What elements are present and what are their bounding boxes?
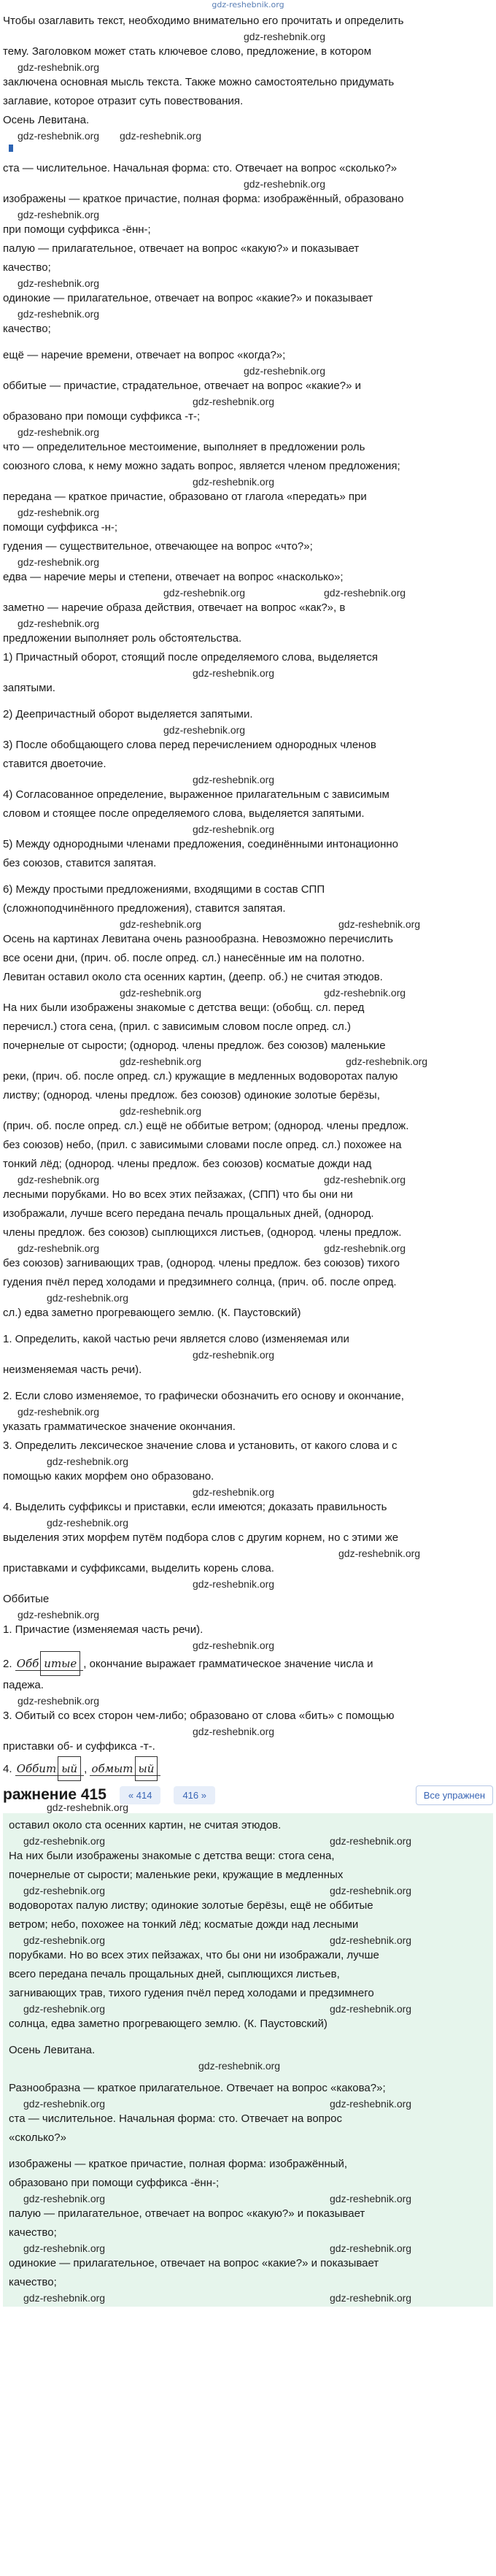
text-line: гудения — существительное, отвечающее на вопрос «что?»;	[3, 540, 313, 553]
text-line: почернелые от сырости; (однород. члены предлож. без союзов) маленькие	[3, 1039, 386, 1052]
text-line: Осень Левитана.	[3, 114, 90, 126]
watermark: gdz-reshebnik.org	[18, 308, 100, 320]
watermark: gdz-reshebnik.org	[193, 396, 275, 407]
text-line: 3) После обобщающего слова перед перечислением однородных членов	[3, 739, 376, 751]
text-line: Чтобы озаглавить текст, необходимо внимательно его прочитать и определить	[3, 15, 404, 27]
text-line: помощи суффикса -н-;	[3, 521, 118, 534]
watermark: gdz-reshebnik.org	[193, 774, 275, 785]
text-line: тонкий лёд; (однород. члены предлож. без союзов) косматые дожди над	[3, 1158, 372, 1170]
text-line: , окончание выражает грамматическое значение числа и	[83, 1658, 373, 1670]
all-exercises-button[interactable]: Все упражнен	[416, 1785, 493, 1805]
watermark: gdz-reshebnik.org	[18, 426, 100, 438]
watermark: gdz-reshebnik.org	[330, 1934, 412, 1946]
text-line: перечисл.) стога сена, (прил. с зависимым словом после опред. сл.)	[3, 1020, 351, 1033]
morph-ending: ый	[135, 1756, 158, 1781]
watermark: gdz-reshebnik.org	[330, 1835, 412, 1847]
text-line: помощью каких морфем оно образовано.	[3, 1470, 214, 1483]
text-line: выделения этих морфем путём подбора слов с другим корнем, но с этими же	[3, 1531, 399, 1544]
text-line: заключена основная мысль текста. Также можно самостоятельно придумать	[3, 76, 395, 88]
watermark: gdz-reshebnik.org	[330, 2098, 412, 2110]
morph-root: би	[32, 1762, 46, 1775]
watermark: gdz-reshebnik.org	[18, 277, 100, 289]
morph-stem: Обб	[16, 1657, 39, 1670]
item-number: 4.	[3, 1763, 12, 1775]
watermark: gdz-reshebnik.org	[18, 1609, 100, 1620]
morph-suffix: т	[45, 1762, 57, 1775]
text-line: качество;	[9, 2226, 57, 2239]
text-line: запятыми.	[3, 682, 55, 694]
text-line: изображены — краткое причастие, полная форма: изображённый,	[9, 2158, 348, 2170]
morph-stem: обмыт	[91, 1762, 133, 1775]
watermark: gdz-reshebnik.org	[193, 1578, 275, 1590]
text-line: предложении выполняет роль обстоятельства.	[3, 632, 242, 645]
watermark: gdz-reshebnik.org	[120, 130, 202, 142]
text-line: ста — числительное. Начальная форма: сто. Отвечает на вопрос «сколько?»	[3, 162, 398, 174]
item-number: 2.	[3, 1658, 12, 1670]
text-line: 6) Между простыми предложениями, входящими в состав СПП	[3, 883, 325, 896]
text-line: качество;	[3, 323, 51, 335]
text-line: (сложноподчинённого предложения), ставится запятая.	[3, 902, 286, 915]
text-line: Левитан оставил около ста осенних картин, (деепр. об.) не считая этюдов.	[3, 971, 383, 983]
text-line: 3. Обитый со всех сторон чем-либо; образовано от слова «бить» с помощью	[3, 1710, 395, 1722]
watermark: gdz-reshebnik.org	[23, 2098, 106, 2110]
text-line: (прич. об. после опред. сл.) ещё не оббитые ветром; (однород. члены предлож.	[3, 1120, 409, 1132]
text-line: Осень на картинах Левитана очень разнообразна. Невозможно перечислить	[3, 933, 393, 945]
text-line: Оббитые	[3, 1593, 50, 1605]
watermark: gdz-reshebnik.org	[338, 1547, 421, 1559]
watermark: gdz-reshebnik.org	[324, 987, 406, 999]
text-line: при помощи суффикса -ённ-;	[3, 223, 151, 236]
morph-ending: ый	[58, 1756, 81, 1781]
watermark: gdz-reshebnik.org	[243, 31, 325, 42]
watermark: gdz-reshebnik.org	[346, 1056, 428, 1067]
watermark: gdz-reshebnik.org	[18, 1406, 100, 1418]
text-line: На них были изображены знакомые с детства вещи: (обобщ. сл. перед	[3, 1001, 365, 1014]
text-line: ещё — наречие времени, отвечает на вопрос «когда?»;	[3, 349, 286, 361]
watermark: gdz-reshebnik.org	[23, 2003, 106, 2015]
watermark: gdz-reshebnik.org	[330, 2292, 412, 2304]
text-line: заглавие, которое отразит суть повествования.	[3, 95, 244, 107]
watermark: gdz-reshebnik.org	[324, 587, 406, 599]
watermark: gdz-reshebnik.org	[330, 2242, 412, 2254]
text-line: приставки об- и суффикса -т-.	[3, 1740, 155, 1753]
text-line: ставится двоеточие.	[3, 758, 106, 770]
watermark: gdz-reshebnik.org	[23, 2242, 106, 2254]
text-line: лесными порубками. Но во всех этих пейзажах, (СПП) что бы они ни	[3, 1188, 353, 1201]
watermark: gdz-reshebnik.org	[18, 556, 100, 568]
text-line: указать грамматическое значение окончания.	[3, 1420, 236, 1433]
text-line: едва — наречие меры и степени, отвечает на вопрос «насколько»;	[3, 571, 344, 583]
text-line: ста — числительное. Начальная форма: сто. Отвечает на вопрос	[9, 2112, 342, 2125]
morph-word	[90, 1762, 160, 1776]
text-line: образовано при помощи суффикса -т-;	[3, 410, 201, 423]
watermark: gdz-reshebnik.org	[23, 2193, 106, 2204]
watermark: gdz-reshebnik.org	[23, 2292, 106, 2304]
watermark: gdz-reshebnik.org	[193, 476, 275, 488]
watermark: gdz-reshebnik.org	[23, 1885, 106, 1896]
text-line: одинокие — прилагательное, отвечает на вопрос «какие?» и показывает	[3, 292, 373, 304]
text-line: приставками и суффиксами, выделить корень слова.	[3, 1562, 274, 1575]
watermark: gdz-reshebnik.org	[18, 618, 100, 629]
text-line: 4) Согласованное определение, выраженное прилагательным с зависимым	[3, 788, 390, 801]
site-header	[0, 0, 496, 12]
watermark: gdz-reshebnik.org	[18, 1174, 100, 1185]
watermark: gdz-reshebnik.org	[324, 1242, 406, 1254]
text-line: одинокие — прилагательное, отвечает на вопрос «какие?» и показывает	[9, 2257, 379, 2269]
watermark: gdz-reshebnik.org	[18, 1242, 100, 1254]
text-line: всего передана печаль прощальных дней, сыплющихся листьев,	[9, 1968, 340, 1980]
watermark: gdz-reshebnik.org	[243, 365, 325, 377]
text-line: реки, (прич. об. после опред. сл.) кружащие в медленных водоворотах палую	[3, 1070, 398, 1083]
scroll-marker-icon	[9, 145, 13, 152]
answer-block	[3, 1813, 493, 2307]
solution-text	[0, 12, 496, 2307]
text-line: без союзов, ставится запятая.	[3, 857, 157, 869]
text-line: падежа.	[3, 1679, 44, 1691]
morph-line-4: 4. Оббит ый , обмыт ый	[3, 1756, 493, 1781]
text-line: На них были изображены знакомые с детства вещи: стога сена,	[9, 1850, 335, 1862]
watermark: gdz-reshebnik.org	[23, 1835, 106, 1847]
text-line: образовано при помощи суффикса -ённ-;	[9, 2177, 220, 2189]
divider	[3, 142, 493, 152]
watermark: gdz-reshebnik.org	[193, 667, 275, 679]
watermark: gdz-reshebnik.org	[18, 1695, 100, 1707]
watermark: gdz-reshebnik.org	[47, 1802, 129, 1813]
text-line: загнивающих трав, тихого гудения пчёл перед холодами и предзимнего	[9, 1987, 374, 1999]
text-line: почернелые от сырости; маленькие реки, кружащие в медленных	[9, 1869, 344, 1881]
text-line: заметно — наречие образа действия, отвечает на вопрос «как?», в	[3, 601, 346, 614]
text-line: 1. Причастие (изменяемая часть речи).	[3, 1623, 204, 1636]
text-line: без союзов) загнивающих трав, (однород. члены предлож. без союзов) тихого	[3, 1257, 400, 1269]
text-line: палую — прилагательное, отвечает на вопрос «какую?» и показывает	[9, 2207, 365, 2220]
watermark: gdz-reshebnik.org	[18, 61, 100, 73]
watermark: gdz-reshebnik.org	[47, 1517, 129, 1529]
watermark: gdz-reshebnik.org	[193, 1349, 275, 1361]
text-line: союзного слова, к нему можно задать вопрос, является членом предложения;	[3, 460, 400, 472]
text-line: Осень Левитана.	[9, 2044, 96, 2056]
morph-word	[15, 1762, 84, 1776]
text-line: без союзов) небо, (прил. с зависимыми словами после опред. сл.) похожее на	[3, 1139, 402, 1151]
text-line: палую — прилагательное, отвечает на вопрос «какую?» и показывает	[3, 242, 360, 255]
text-line: 5) Между однородными членами предложения, соединёнными интонационно	[3, 838, 398, 850]
watermark: gdz-reshebnik.org	[193, 1639, 275, 1651]
text-line: водоворотах палую листву; одинокие золотые берёзы, ещё не оббитые	[9, 1899, 373, 1912]
watermark: gdz-reshebnik.org	[18, 507, 100, 518]
text-line: «сколько?»	[9, 2131, 66, 2144]
text-line: солнца, едва заметно прогревающего землю. (К. Паустовский)	[9, 2018, 328, 2030]
watermark: gdz-reshebnik.org	[120, 1056, 202, 1067]
text-line: 3. Определить лексическое значение слова и установить, от какого слова и с	[3, 1439, 398, 1452]
text-line: словом и стоящее после определяемого слова, выделяется запятыми.	[3, 807, 365, 820]
site-name: gdz-reshebnik.org	[212, 0, 284, 9]
text-line: сл.) едва заметно прогревающего землю. (К. Паустовский)	[3, 1307, 301, 1319]
watermark: gdz-reshebnik.org	[47, 1292, 129, 1304]
text-line: Разнообразна — краткое прилагательное. Отвечает на вопрос «какова?»;	[9, 2082, 386, 2094]
watermark: gdz-reshebnik.org	[18, 130, 100, 142]
watermark: gdz-reshebnik.org	[47, 1456, 129, 1467]
watermark: gdz-reshebnik.org	[163, 587, 246, 599]
watermark: gdz-reshebnik.org	[120, 1105, 202, 1117]
watermark: gdz-reshebnik.org	[193, 823, 275, 835]
morph-ending: итые	[40, 1651, 80, 1676]
watermark: gdz-reshebnik.org	[330, 2003, 412, 2015]
text-line: оставил около ста осенних картин, не считая этюдов.	[9, 1819, 282, 1831]
text-line: качество;	[9, 2276, 57, 2288]
text-line: изображали, лучше всего передана печаль прощальных дней, (однород.	[3, 1207, 374, 1220]
watermark: gdz-reshebnik.org	[120, 987, 202, 999]
watermark: gdz-reshebnik.org	[23, 1934, 106, 1946]
text-line: ветром; небо, похожее на тонкий лёд; косматые дожди над лесными	[9, 1918, 359, 1931]
prev-exercise-button[interactable]: « 414	[120, 1786, 161, 1804]
text-line: 2. Если слово изменяемое, то графически обозначить его основу и окончание,	[3, 1390, 404, 1402]
text-line: неизменяемая часть речи).	[3, 1364, 142, 1376]
morph-prefix: Об	[16, 1762, 33, 1775]
text-line: 4. Выделить суффиксы и приставки, если имеются; доказать правильность	[3, 1501, 387, 1513]
watermark: gdz-reshebnik.org	[120, 918, 202, 930]
watermark: gdz-reshebnik.org	[330, 2193, 412, 2204]
text-line: качество;	[3, 261, 51, 274]
watermark: gdz-reshebnik.org	[163, 724, 246, 736]
text-line: порубками. Но во всех этих пейзажах, что бы они ни изображали, лучше	[9, 1949, 379, 1961]
watermark: gdz-reshebnik.org	[338, 918, 421, 930]
text-line: листву; (однород. члены предлож. без союзов) одинокие золотые берёзы,	[3, 1089, 380, 1101]
watermark: gdz-reshebnik.org	[324, 1174, 406, 1185]
watermark: gdz-reshebnik.org	[193, 1486, 275, 1498]
text-line: 1. Определить, какой частью речи является слово (изменяемая или	[3, 1333, 349, 1345]
morph-line-2	[3, 1651, 493, 1676]
text-line: гудения пчёл перед холодами и предзимнего солнца, (прич. об. после опред.	[3, 1276, 397, 1288]
text-line: что — определительное местоимение, выполняет в предложении роль	[3, 441, 365, 453]
text-line: изображены — краткое причастие, полная форма: изображённый, образовано	[3, 193, 404, 205]
text-line: члены предлож. без союзов) сыплющихся листьев, (однород. члены предлож.	[3, 1226, 402, 1239]
text-line: передана — краткое причастие, образовано от глагола «передать» при	[3, 491, 367, 503]
next-exercise-button[interactable]: 416 »	[174, 1786, 215, 1804]
exercise-title: ражнение 415	[3, 1786, 106, 1803]
watermark: gdz-reshebnik.org	[18, 209, 100, 220]
text-line: оббитые — причастие, страдательное, отвечает на вопрос «какие?» и	[3, 380, 361, 392]
text-line: все осени дни, (прич. об. после опред. сл.) нанесённые им на полотно.	[3, 952, 365, 964]
morph-word	[15, 1657, 84, 1671]
watermark: gdz-reshebnik.org	[330, 1885, 412, 1896]
watermark: gdz-reshebnik.org	[193, 1726, 275, 1737]
text-line: тему. Заголовком может стать ключевое слово, предложение, в котором	[3, 45, 372, 58]
watermark: gdz-reshebnik.org	[198, 2060, 281, 2072]
text-line: 2) Деепричастный оборот выделяется запятыми.	[3, 708, 253, 720]
text-line: 1) Причастный оборот, стоящий после определяемого слова, выделяется	[3, 651, 379, 664]
watermark: gdz-reshebnik.org	[243, 178, 325, 190]
